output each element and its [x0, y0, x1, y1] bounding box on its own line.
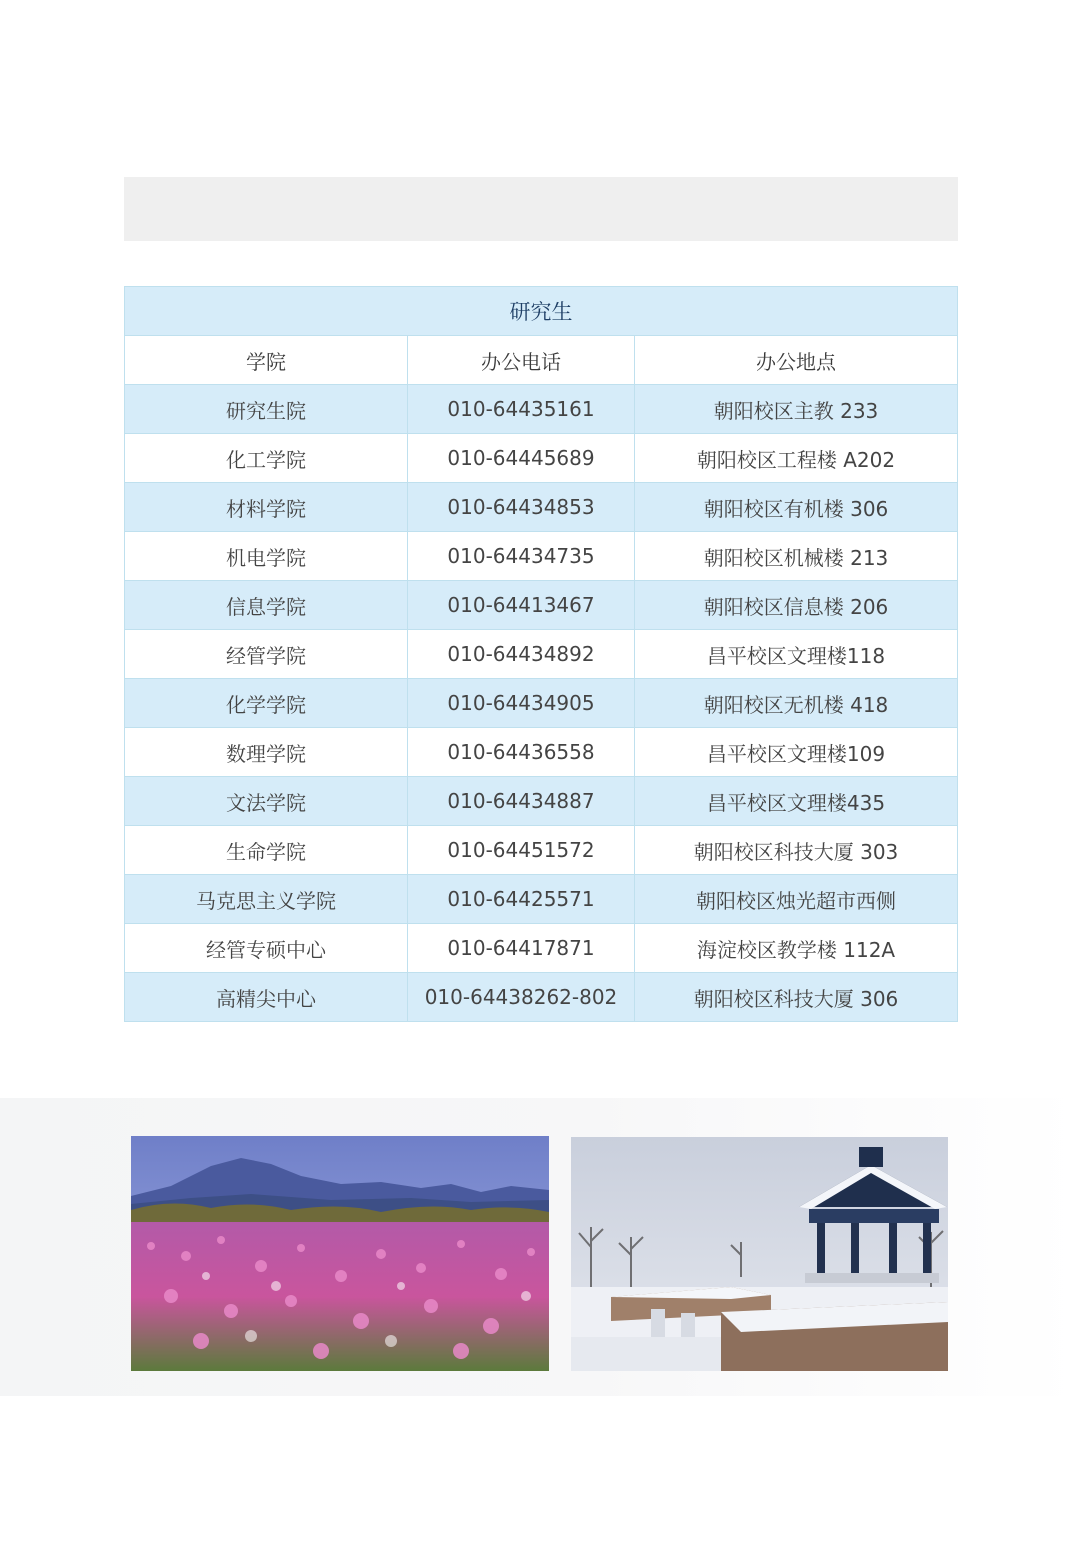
cell-phone: 010-64436558 [408, 728, 635, 777]
cell-location: 朝阳校区科技大厦 303 [635, 826, 958, 875]
cell-phone: 010-64434905 [408, 679, 635, 728]
cell-college: 文法学院 [125, 777, 408, 826]
cell-college: 材料学院 [125, 483, 408, 532]
table-row [125, 385, 958, 434]
header-banner [124, 177, 958, 241]
cell-location: 朝阳校区信息楼 206 [635, 581, 958, 630]
flower-field-photo [131, 1136, 549, 1371]
cell-phone: 010-64434892 [408, 630, 635, 679]
cell-college: 马克思主义学院 [125, 875, 408, 924]
column-header-phone: 办公电话 [408, 336, 635, 385]
table-row [125, 777, 958, 826]
table-row [125, 483, 958, 532]
table-row [125, 728, 958, 777]
cell-college: 高精尖中心 [125, 973, 408, 1022]
cell-phone: 010-64451572 [408, 826, 635, 875]
cell-college: 数理学院 [125, 728, 408, 777]
table-header-row [125, 336, 958, 385]
cell-location: 朝阳校区主教 233 [635, 385, 958, 434]
table-row [125, 924, 958, 973]
table-title: 研究生 [125, 287, 958, 336]
table-row [125, 875, 958, 924]
cell-college: 经管学院 [125, 630, 408, 679]
contacts-table [124, 286, 958, 1022]
cell-location: 海淀校区教学楼 112A [635, 924, 958, 973]
cell-phone: 010-64413467 [408, 581, 635, 630]
cell-phone: 010-64434887 [408, 777, 635, 826]
cell-college: 化工学院 [125, 434, 408, 483]
cell-phone: 010-64434735 [408, 532, 635, 581]
cell-location: 昌平校区文理楼109 [635, 728, 958, 777]
cell-location: 朝阳校区烛光超市西侧 [635, 875, 958, 924]
cell-college: 生命学院 [125, 826, 408, 875]
table-row [125, 973, 958, 1022]
cell-location: 朝阳校区工程楼 A202 [635, 434, 958, 483]
cell-phone: 010-64417871 [408, 924, 635, 973]
cell-college: 研究生院 [125, 385, 408, 434]
cell-college: 机电学院 [125, 532, 408, 581]
table-title-row [125, 287, 958, 336]
cell-phone: 010-64434853 [408, 483, 635, 532]
graduate-contacts-table [124, 286, 957, 1022]
cell-college: 经管专硕中心 [125, 924, 408, 973]
cell-location: 昌平校区文理楼118 [635, 630, 958, 679]
table-row [125, 826, 958, 875]
cell-phone: 010-64435161 [408, 385, 635, 434]
table-row [125, 434, 958, 483]
cell-phone: 010-64445689 [408, 434, 635, 483]
table-row [125, 679, 958, 728]
snow-pavilion-photo [571, 1137, 948, 1371]
cell-college: 化学学院 [125, 679, 408, 728]
cell-location: 朝阳校区科技大厦 306 [635, 973, 958, 1022]
table-row [125, 630, 958, 679]
table-row [125, 581, 958, 630]
cell-phone: 010-64438262-802 [408, 973, 635, 1022]
column-header-location: 办公地点 [635, 336, 958, 385]
cell-phone: 010-64425571 [408, 875, 635, 924]
column-header-college: 学院 [125, 336, 408, 385]
cell-location: 昌平校区文理楼435 [635, 777, 958, 826]
cell-location: 朝阳校区有机楼 306 [635, 483, 958, 532]
cell-location: 朝阳校区无机楼 418 [635, 679, 958, 728]
cell-college: 信息学院 [125, 581, 408, 630]
table-row [125, 532, 958, 581]
cell-location: 朝阳校区机械楼 213 [635, 532, 958, 581]
